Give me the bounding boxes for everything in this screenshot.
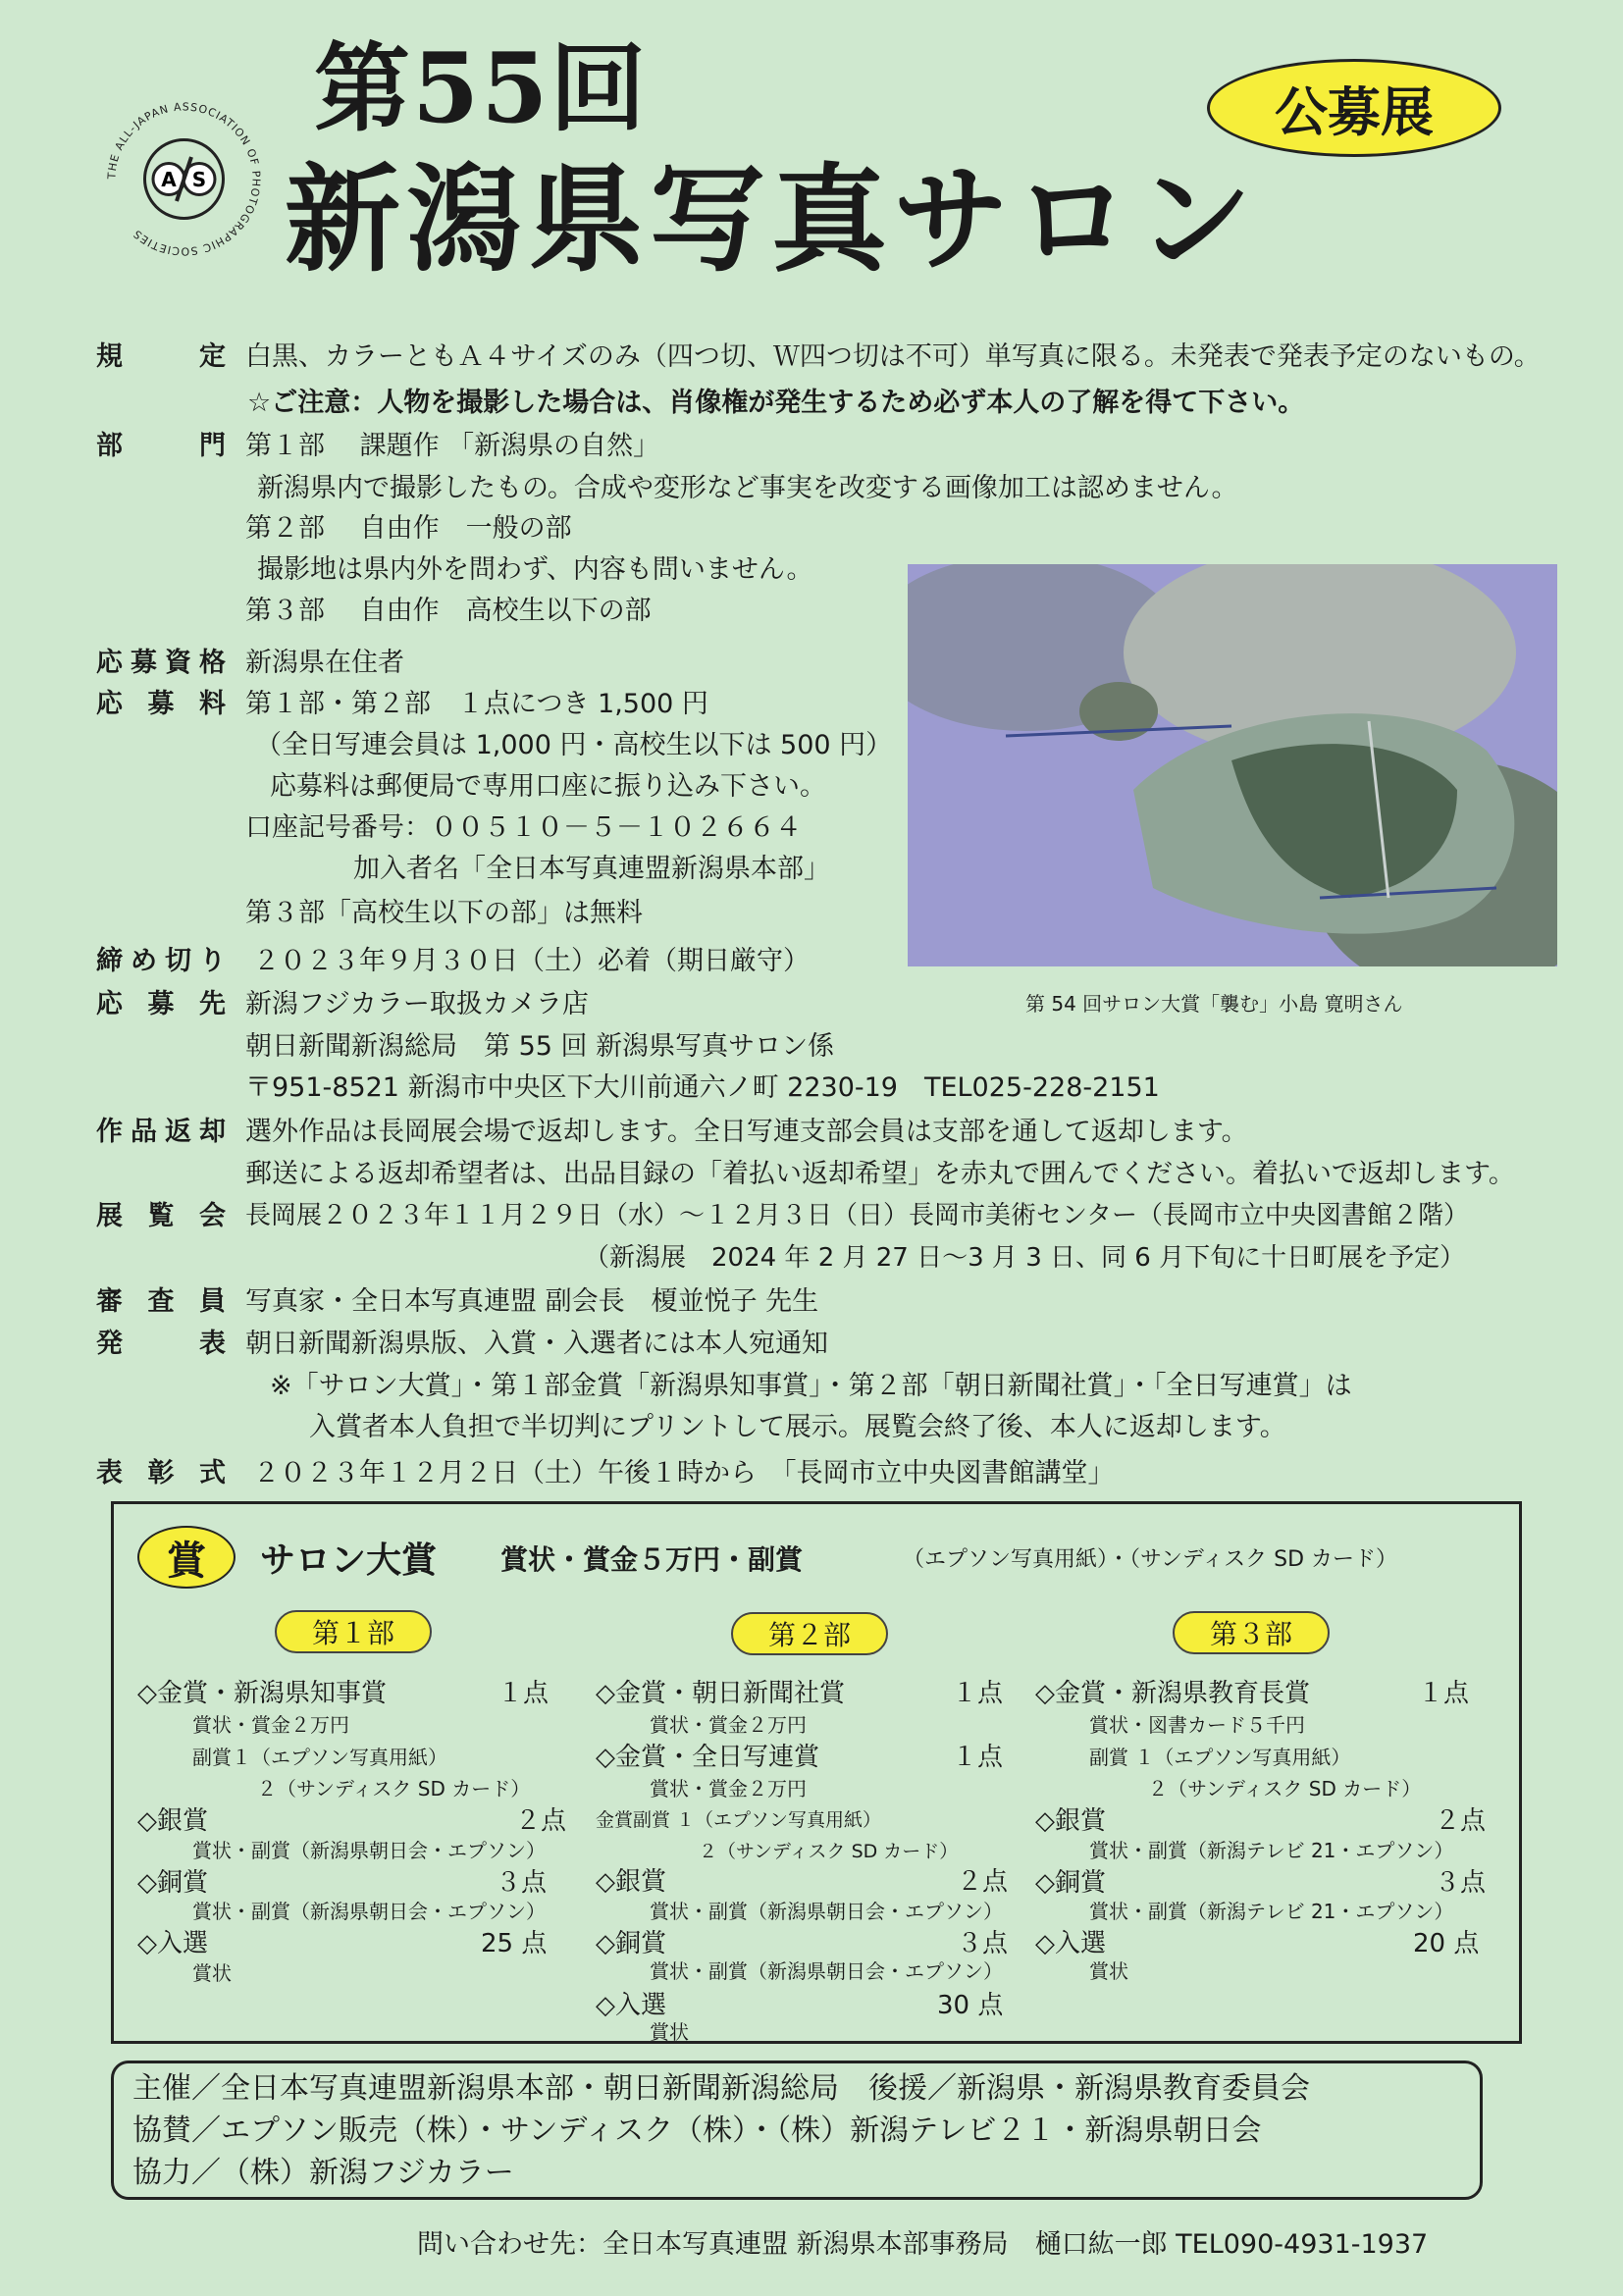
dept2-gold2-count: １点 [952,1743,1004,1772]
portrait-warning: ☆ご注意：人物を撮影した場合は、肖像権が発生するため必ず本人の了解を得て下さい。 [247,388,1305,418]
grand-prize-main: 賞状・賞金５万円・副賞 [500,1543,804,1576]
rule-shimekiri [96,946,979,985]
dept1-nyusen-count: 25 点 [481,1929,548,1958]
dept3-label: 第３部 [1173,1611,1330,1654]
dept1-label: 第１部 [275,1610,432,1653]
prize-mark: 賞 [137,1526,236,1589]
dept2-gold-sub: 金賞副賞 １（エプソン写真用紙） [596,1809,882,1831]
rule-label: 応募資格 [96,648,226,678]
dept2-nyusen: ◇入選 [596,1991,666,2020]
dept3-gold-detail: ２（サンディスク SD カード） [1148,1777,1422,1800]
rule-label: 審査員 [96,1286,226,1317]
dept2-nyusen-detail: 賞状 [650,2020,689,2044]
dept2-bronze: ◇銅賞 [596,1929,666,1958]
dept3-silver-detail: 賞状・副賞（新潟テレビ 21・エプソン） [1089,1839,1454,1862]
dept3-bronze-count: ３点 [1435,1868,1487,1898]
rule-note: （全日写連会員は 1,000 円・高校生以下は 500 円） [255,730,893,760]
rule-label: 部門 [96,431,226,461]
svg-text:A: A [161,168,177,191]
address: 〒951-8521 新潟市中央区下大川前通六ノ町 2230-19 TEL025-228-2151 [245,1072,1160,1103]
rule-label: 発表 [96,1329,226,1359]
rule-saki [96,989,979,1028]
rule-label: 締め切り [96,946,226,976]
rule-text: 郵送による返却希望者は、出品目録の「着払い返却希望」を赤丸で囲んでください。着払いで返却します。 [245,1159,1515,1189]
rule-shikaku [96,648,979,687]
rule-text: 第１部 課題作 「新潟県の自然」 [245,431,660,461]
rule-bumon [96,431,1568,470]
rule-henkyaku [96,1117,1568,1156]
dept2-gold2: ◇金賞・全日写連賞 [596,1743,819,1772]
rule-note: 入賞者本人負担で半切判にプリントして展示。展覧会終了後、本人に返却します。 [309,1412,1286,1442]
dept1-nyusen: ◇入選 [137,1929,208,1958]
rule-note: 撮影地は県内外を問わず、内容も問いません。 [257,554,813,585]
prize-photo [908,564,1557,966]
dept1-nyusen-detail: 賞状 [192,1961,232,1985]
rule-hyosho [96,1458,1470,1497]
dept2-bronze-count: ３点 [957,1929,1009,1958]
rule-text: 長岡展２０２３年１１月２９日（水）～１２月３日（日）長岡市美術センター（長岡市立中央図書館２階） [245,1201,1469,1230]
rule-text: 第１部・第２部 １点につき 1,500 円 [245,689,708,719]
rule-text: 新潟フジカラー取扱カメラ店 [245,989,589,1019]
rule-note: ※「サロン大賞」・第１部金賞「新潟県知事賞」・第２部「朝日新聞社賞」・「全日写連賞」は [270,1371,1352,1401]
grand-prize-extra: （エプソン写真用紙）・（サンディスク SD カード） [903,1547,1398,1572]
dept3-nyusen-detail: 賞状 [1089,1959,1128,1983]
rule-note: 第３部「高校生以下の部」は無料 [245,898,643,928]
dept2-label: 第２部 [731,1612,888,1655]
dept3-gold-detail: 賞状・図書カード５千円 [1089,1713,1305,1737]
dept2-gold1-count: １点 [952,1679,1004,1708]
account-holder: 加入者名「全日本写真連盟新潟県本部」 [353,854,830,884]
rule-text: 新潟県在住者 [245,648,404,678]
rule-text: 白黒、カラーともＡ４サイズのみ（四つ切、Ｗ四つ切は不可）単写真に限る。未発表で発表予定のないもの。 [245,341,1541,372]
dept1-silver-detail: 賞状・副賞（新潟県朝日会・エプソン） [192,1839,546,1862]
rule-note: 応募料は郵便局で専用口座に振り込み下さい。 [270,771,826,802]
dept3-silver: ◇銀賞 [1035,1806,1106,1836]
public-exhibition-badge: 公募展 [1207,59,1501,157]
dept3-gold-detail: 副賞 １（エプソン写真用紙） [1089,1746,1351,1769]
dept1-gold-count: １点 [497,1679,550,1708]
rule-label: 応募料 [96,689,226,719]
rule-shinsa [96,1286,1274,1326]
dept3-gold: ◇金賞・新潟県教育長賞 [1035,1679,1310,1708]
dept1-gold-detail: ２（サンディスク SD カード） [257,1777,531,1800]
rule-label: 表彰式 [96,1458,226,1488]
rule-ryo [96,689,979,728]
rule-note: （新潟展 2024 年 2 月 27 日～3 月 3 日、同 6 月下旬に十日町展を予定） [584,1243,1466,1273]
dept3-silver-count: ２点 [1435,1806,1487,1836]
dept2-gold1: ◇金賞・朝日新聞社賞 [596,1679,845,1708]
dept3-nyusen: ◇入選 [1035,1929,1106,1958]
rule-label: 作品返却 [96,1117,226,1147]
dept1-silver-count: ２点 [515,1806,567,1836]
rule-tenran [96,1201,1568,1240]
sponsor-line: 主催／全日本写真連盟新潟県本部・朝日新聞新潟総局 後援／新潟県・新潟県教育委員会 [132,2071,1310,2106]
rule-label: 規定 [96,341,226,372]
dept3-nyusen-count: 20 点 [1413,1929,1480,1958]
dept2-silver-count: ２点 [957,1867,1009,1897]
dept2-silver-detail: 賞状・副賞（新潟県朝日会・エプソン） [650,1900,1003,1923]
dept3-bronze-detail: 賞状・副賞（新潟テレビ 21・エプソン） [1089,1900,1454,1923]
dept1-gold: ◇金賞・新潟県知事賞 [137,1679,387,1708]
rule-text: 朝日新聞新潟県版、入賞・入選者には本人宛通知 [245,1329,828,1359]
ajps-logo [98,93,270,265]
dept1-bronze-detail: 賞状・副賞（新潟県朝日会・エプソン） [192,1900,546,1923]
rule-label: 展覧会 [96,1201,226,1231]
dept2-gold-sub: ２（サンディスク SD カード） [699,1841,959,1862]
edition-title: 第55回 [314,32,649,145]
rule-text: 第２部 自由作 一般の部 [245,513,572,544]
dept1-gold-detail: 賞状・賞金２万円 [192,1713,349,1737]
dept2-nyusen-count: 30 点 [937,1991,1004,2020]
rule-text: 第３部 自由作 高校生以下の部 [245,596,652,626]
sponsor-line: 協力／（株）新潟フジカラー [132,2156,514,2190]
page-title: 新潟県写真サロン [285,151,1259,287]
dept2-gold1-detail: 賞状・賞金２万円 [650,1713,807,1737]
sponsor-line: 協賛／エプソン販売（株）・サンディスク（株）・（株）新潟テレビ２１・新潟県朝日会 [132,2113,1262,2148]
rule-text: 選外作品は長岡展会場で返却します。全日写連支部会員は支部を通して返却します。 [245,1117,1248,1147]
grand-prize-title: サロン大賞 [260,1540,438,1581]
photo-caption: 第 54 回サロン大賞「襲む」小島 寛明さん [1025,992,1403,1016]
contact-info: 問い合わせ先：全日本写真連盟 新潟県本部事務局 樋口紘一郎 TEL090-4931-1937 [417,2229,1429,2260]
dept3-bronze: ◇銅賞 [1035,1868,1106,1898]
dept1-bronze-count: ３点 [496,1868,548,1898]
rule-happyo [96,1329,1274,1368]
rule-kitei [96,341,1568,381]
dept2-silver: ◇銀賞 [596,1867,666,1897]
dept1-gold-detail: 副賞１（エプソン写真用紙） [192,1746,447,1769]
account-number: 口座記号番号：００５１０－５－１０２６６４ [245,812,802,843]
dept1-bronze: ◇銅賞 [137,1868,208,1898]
logo-ring-text: THE ALL-JAPAN ASSOCIATION OF PHOTOGRAPHIC SOCIETIES [105,100,263,258]
dept2-bronze-detail: 賞状・副賞（新潟県朝日会・エプソン） [650,1959,1003,1983]
dept2-gold2-detail: 賞状・賞金２万円 [650,1777,807,1800]
rule-text: 写真家・全日本写真連盟 副会長 榎並悦子 先生 [245,1286,819,1317]
rule-note: 新潟県内で撮影したもの。合成や変形など事実を改変する画像加工は認めません。 [257,473,1238,503]
rule-label: 応募先 [96,989,226,1019]
rule-text: 朝日新聞新潟総局 第 55 回 新潟県写真サロン係 [245,1031,835,1062]
svg-text:S: S [191,168,207,191]
dept3-gold-count: １点 [1418,1679,1470,1708]
dept1-silver: ◇銀賞 [137,1806,208,1836]
rule-text: ２０２３年１２月２日（土）午後１時から 「長岡市立中央図書館講堂」 [253,1458,1115,1488]
rule-text: ２０２３年９月３０日（土）必着（期日厳守） [253,946,810,976]
